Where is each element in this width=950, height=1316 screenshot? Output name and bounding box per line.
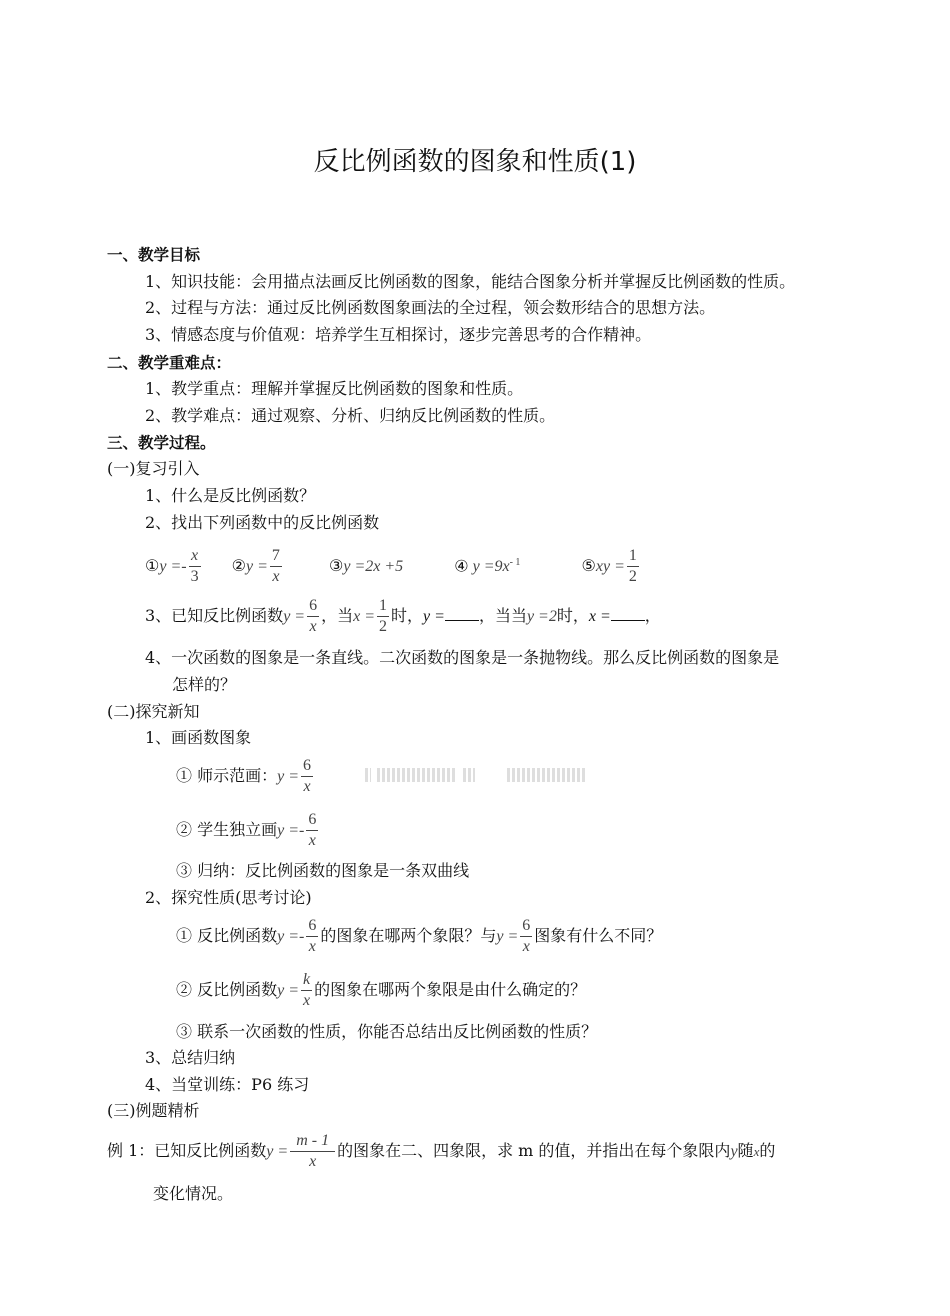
explore-step-2c: ③ 联系一次函数的性质，你能否总结出反比例函数的性质？ [176,1022,598,1041]
option-3: ③y =2x +5 [329,556,404,576]
explore-step-1a: ① 师示范画：y = $\frac{6}{x}$ [176,757,311,795]
explore-step-2b: ② 反比例函数y = $\frac{k}{x}$ 的图象在哪两个象限是由什么确定的？ [176,971,587,1009]
goal-item-3: 3、情感态度与价值观：培养学生互相探讨，逐步完善思考的合作精神。 [145,325,652,344]
answer-blank-y[interactable] [445,606,479,621]
review-question-2: 2、找出下列函数中的反比例函数 [145,513,380,532]
explore-step-1b: ② 学生独立画y =- $\frac{6}{x}$ [176,811,317,849]
review-question-4: 4、一次函数的图象是一条直线。二次函数的图象是一条抛物线。那么反比例函数的图象是 [145,648,780,667]
value-table-image [365,764,590,786]
fraction: $\frac{k}{x}$ [303,971,311,1009]
section-heading-process: 三、教学过程。 [107,434,216,452]
fraction: $\frac{6}{x}$ [303,757,311,795]
goal-item-1: 1、知识技能：会用描点法画反比例函数的图象，能结合图象分析并掌握反比例函数的性质。 [145,272,796,291]
fraction: $\frac{1}{2}$ [628,547,637,586]
explore-step-1: 1、画函数图象 [145,728,252,747]
fraction: $\frac{6}{x}$ [309,597,318,635]
fraction: $\frac{6}{x}$ [308,917,317,955]
part-label-examples: (三)例题精析 [107,1101,200,1120]
explore-step-2a: ① 反比例函数y =- $\frac{6}{x}$ 的图象在哪两个象限？与y = $\frac{6}{x}$ 图象有什么不同？ [176,917,663,955]
answer-blank-x[interactable] [611,606,645,621]
fraction: $\frac{6}{x}$ [522,917,531,955]
example-1: 例 1：已知反比例函数y = $\frac{m - 1}{x}$ 的图象在二、四象限，求 m 的值，并指出在每个象限内y随x的 [107,1132,776,1170]
review-question-1: 1、什么是反比例函数？ [145,486,316,505]
explore-step-4: 4、当堂训练：P6 练习 [145,1075,310,1094]
fraction: $\frac{m - 1}{x}$ [290,1131,335,1172]
part-label-explore: (二)探究新知 [107,702,200,721]
option-4: ④ $y =9x^{- 1}$ [454,556,521,576]
example-1-cont: 变化情况。 [153,1184,234,1203]
fraction: $\frac{x}{3}$ [190,547,199,586]
function-options-row [145,541,641,589]
part-label-review: (一)复习引入 [107,459,200,478]
explore-step-1c: ③ 归纳：反比例函数的图象是一条双曲线 [176,861,470,880]
key-point-2: 2、教学难点：通过观察、分析、归纳反比例函数的性质。 [145,406,556,425]
option-1: ①y =- $\frac{x}{3}$ [145,547,199,586]
option-2: ②y = $\frac{7}{x}$ [231,547,280,586]
section-heading-key-points: 二、教学重难点： [107,354,232,372]
fraction: $\frac{7}{x}$ [271,547,280,586]
fraction: $\frac{1}{2}$ [379,597,388,635]
option-5: ⑤xy = $\frac{1}{2}$ [581,547,637,586]
page-title: 反比例函数的图象和性质(1) [313,147,637,177]
explore-step-2: 2、探究性质(思考讨论) [145,888,312,907]
key-point-1: 1、教学重点：理解并掌握反比例函数的图象和性质。 [145,379,524,398]
fraction: $\frac{6}{x}$ [308,811,317,849]
review-question-4-cont: 怎样的？ [172,675,237,694]
goal-item-2: 2、过程与方法：通过反比例函数图象画法的全过程，领会数形结合的思想方法。 [145,298,716,317]
section-heading-goals: 一、教学目标 [107,246,201,264]
review-question-3: 3、已知反比例函数y = $\frac{6}{x}$ ，当x = $\frac{1}{2}$ 时，y = ，当当y =2时，x = ， [145,597,661,635]
explore-step-3: 3、总结归纳 [145,1048,236,1067]
